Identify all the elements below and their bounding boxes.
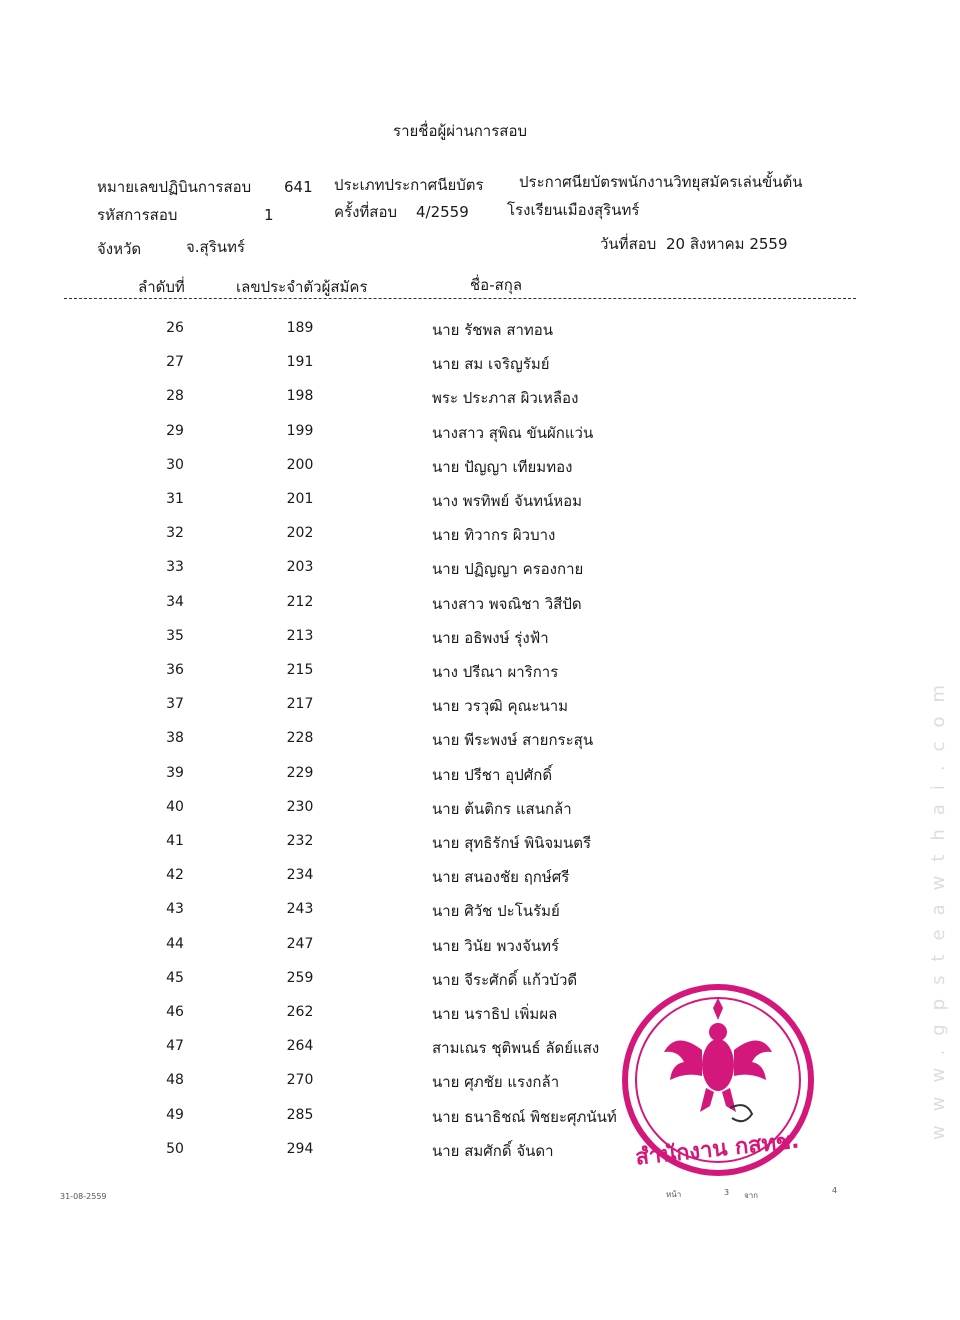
table-row <box>0 312 960 346</box>
table-row <box>0 415 960 449</box>
row-applicant-id: 203 <box>286 559 314 576</box>
row-name: นางสาว พจณิชา วิสีปัด <box>432 594 582 613</box>
table-row <box>0 620 960 654</box>
row-applicant-id: 198 <box>286 388 314 405</box>
table-row <box>0 928 960 962</box>
row-order: 32 <box>166 525 184 542</box>
table-row <box>0 654 960 688</box>
row-applicant-id: 243 <box>286 901 314 918</box>
row-order: 46 <box>166 1004 184 1020</box>
table-row <box>0 449 960 483</box>
row-name: นาย ต้นติกร แสนกล้า <box>432 799 572 818</box>
round-value: 4/2559 <box>416 203 469 221</box>
row-name: นาย จีระศักดิ์ แก้วบัวดี <box>432 970 578 989</box>
row-name: นาย ศุภชัย แรงกล้า <box>432 1073 560 1092</box>
row-applicant-id: 234 <box>286 867 314 884</box>
total-pages: 4 <box>832 1186 838 1195</box>
row-order: 40 <box>166 798 184 815</box>
row-order: 31 <box>166 491 184 507</box>
table-row <box>0 722 960 756</box>
round-label: ครั้งที่สอบ <box>334 203 397 221</box>
row-order: 49 <box>166 1106 184 1123</box>
row-applicant-id: 200 <box>286 456 314 473</box>
exam-permit-value: 641 <box>284 178 313 196</box>
cert-type-label: ประเภทประกาศนียบัตร <box>334 176 484 194</box>
venue: โรงเรียนเมืองสุรินทร์ <box>507 201 640 219</box>
nbtc-seal <box>618 980 818 1180</box>
table-row <box>0 688 960 722</box>
row-name: นาย ปรีชา อุปศักดิ์ <box>432 765 553 784</box>
table-row <box>0 757 960 791</box>
row-name: นาย ธนาธิชณ์ พิชยะศุภนันท์ <box>432 1107 617 1126</box>
row-name: นาง พรทิพย์ จันทน์หอม <box>432 492 583 510</box>
row-order: 36 <box>166 662 184 678</box>
garuda-emblem-icon <box>664 998 772 1112</box>
row-applicant-id: 230 <box>286 798 314 815</box>
exam-permit-label: หมายเลขปฏิบินการสอบ <box>97 178 252 196</box>
row-name: สามเณร ชุติพนธ์ ลัดย์แสง <box>432 1039 600 1058</box>
row-name: นาย พีระพงษ์ สายกระสุน <box>432 731 594 750</box>
table-row <box>0 380 960 414</box>
row-order: 43 <box>166 901 184 918</box>
row-name: นาย สมศักดิ์ จันดา <box>432 1141 554 1160</box>
row-order: 48 <box>166 1072 184 1089</box>
row-applicant-id: 262 <box>286 1004 314 1020</box>
row-name: พระ ประภาส ผิวเหลือง <box>432 389 579 408</box>
print-date: 31-08-2559 <box>60 1192 107 1201</box>
province-value: จ.สุรินทร์ <box>186 238 245 256</box>
row-applicant-id: 228 <box>286 730 314 747</box>
row-name: นาย ทิวากร ผิวบาง <box>432 526 556 545</box>
row-order: 47 <box>166 1038 184 1055</box>
row-order: 33 <box>166 559 184 576</box>
column-header-name: ชื่อ-สกุล <box>470 276 523 294</box>
row-applicant-id: 191 <box>286 354 314 371</box>
row-name: นาย สุทธิรักษ์ พินิจมนตรี <box>432 834 592 852</box>
signature-mark <box>730 1105 752 1121</box>
document-title: รายชื่อผู้ผ่านการสอบ <box>393 122 527 140</box>
row-order: 28 <box>166 388 184 405</box>
exam-code-value: 1 <box>264 206 274 224</box>
row-order: 30 <box>166 456 184 473</box>
row-order: 39 <box>166 764 184 781</box>
row-name: นาย รัชพล สาทอน <box>432 321 554 339</box>
row-applicant-id: 199 <box>286 422 314 439</box>
column-header-applicant-id: เลขประจำตัวผู้สมัคร <box>236 278 368 296</box>
row-applicant-id: 232 <box>286 833 314 849</box>
row-name: นาง ปรีณา ผาริการ <box>432 663 559 681</box>
site-watermark: www.gpsteawthai.com <box>928 670 949 1140</box>
page-label: หน้า <box>666 1190 682 1199</box>
row-order: 27 <box>166 354 184 371</box>
row-order: 34 <box>166 593 184 610</box>
row-applicant-id: 213 <box>286 627 314 644</box>
table-row <box>0 859 960 893</box>
row-order: 50 <box>166 1140 184 1157</box>
cert-type-value: ประกาศนียบัตรพนักงานวิทยุสมัครเล่นขั้นต้น <box>519 173 803 191</box>
province-label: จังหวัด <box>97 240 142 258</box>
row-applicant-id: 217 <box>286 696 314 713</box>
table-row <box>0 586 960 620</box>
of-label: จาก <box>744 1191 759 1200</box>
row-order: 26 <box>166 320 184 336</box>
row-order: 37 <box>166 696 184 713</box>
row-name: นาย วินัย พวงจันทร์ <box>432 936 560 955</box>
row-applicant-id: 270 <box>286 1072 314 1089</box>
row-applicant-id: 259 <box>286 969 314 986</box>
table-row <box>0 825 960 859</box>
row-applicant-id: 189 <box>286 320 314 336</box>
row-order: 42 <box>166 867 184 884</box>
column-header-order: ลำดับที่ <box>138 278 185 296</box>
row-order: 45 <box>166 969 184 986</box>
row-name: นาย ปัญญา เทียมทอง <box>432 457 573 476</box>
table-row <box>0 791 960 825</box>
row-applicant-id: 201 <box>286 491 314 507</box>
exam-date-label: วันที่สอบ <box>600 235 657 253</box>
row-applicant-id: 294 <box>286 1140 314 1157</box>
row-name: นาย สนองชัย ฤกษ์ศรี <box>432 868 570 887</box>
row-applicant-id: 229 <box>286 764 314 781</box>
row-name: นางสาว สุพิณ ขันผักแว่น <box>432 423 594 442</box>
row-order: 29 <box>166 422 184 439</box>
row-name: นาย นราธิป เพิ่มผล <box>432 1005 558 1023</box>
row-order: 44 <box>166 935 184 952</box>
row-name: นาย วรวุฒิ คุณะนาม <box>432 697 569 716</box>
page-number: 3 <box>724 1188 730 1197</box>
row-name: นาย ปฏิญญา ครองกาย <box>432 560 584 579</box>
table-row <box>0 483 960 517</box>
table-row <box>0 551 960 585</box>
row-applicant-id: 285 <box>286 1106 314 1123</box>
table-row <box>0 893 960 927</box>
row-order: 35 <box>166 627 184 644</box>
row-order: 41 <box>166 833 184 849</box>
table-row <box>0 346 960 380</box>
row-applicant-id: 202 <box>286 525 314 542</box>
svg-text:สำนักงาน กสทช.: สำนักงาน กสทช. <box>634 1128 801 1171</box>
header-divider <box>64 298 856 299</box>
row-name: นาย สม เจริญรัมย์ <box>432 355 550 374</box>
exam-code-label: รหัสการสอบ <box>97 206 178 224</box>
row-applicant-id: 264 <box>286 1038 314 1055</box>
exam-date-value: 20 สิงหาคม 2559 <box>666 235 788 253</box>
row-applicant-id: 212 <box>286 593 314 610</box>
row-applicant-id: 247 <box>286 935 314 952</box>
row-order: 38 <box>166 730 184 747</box>
row-name: นาย ศิวัช ปะโนรัมย์ <box>432 902 560 921</box>
table-row <box>0 517 960 551</box>
row-applicant-id: 215 <box>286 662 314 678</box>
row-name: นาย อธิพงษ์ รุ่งฟ้า <box>432 628 549 647</box>
